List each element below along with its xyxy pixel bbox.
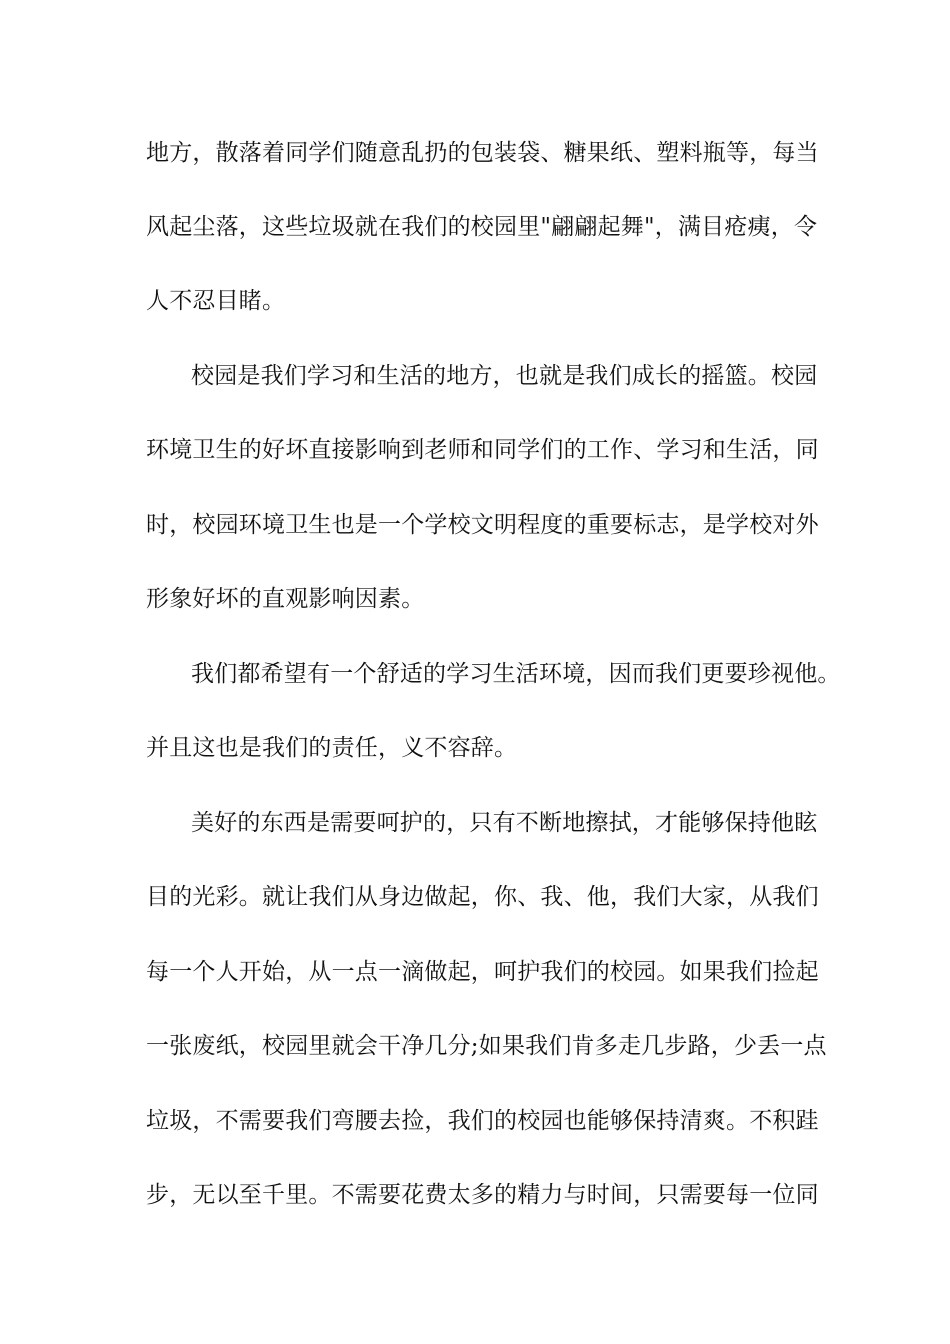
paragraph-2-line-3: 时，校园环境卫生也是一个学校文明程度的重要标志，是学校对外 — [146, 512, 819, 538]
paragraph-2-line-1: 校园是我们学习和生活的地方，也就是我们成长的摇篮。校园 — [191, 363, 818, 389]
paragraph-3-line-2: 并且这也是我们的责任，义不容辞。 — [146, 735, 518, 761]
paragraph-2-line-4: 形象好坏的直观影响因素。 — [146, 586, 425, 612]
text-line-1: 地方，散落着同学们随意乱扔的包装袋、糖果纸、塑料瓶等，每当 — [146, 140, 819, 166]
paragraph-2-line-2: 环境卫生的好坏直接影响到老师和同学们的工作、学习和生活，同 — [146, 437, 819, 463]
text-line-2: 风起尘落，这些垃圾就在我们的校园里"翩翩起舞"，满目疮痍，令 — [146, 214, 818, 240]
paragraph-4-line-2: 目的光彩。就让我们从身边做起，你、我、他，我们大家，从我们 — [146, 884, 819, 910]
paragraph-4-line-5: 垃圾，不需要我们弯腰去捡，我们的校园也能够保持清爽。不积跬 — [146, 1108, 819, 1134]
paragraph-4-line-1: 美好的东西是需要呵护的，只有不断地擦拭，才能够保持他眩 — [191, 810, 818, 836]
paragraph-4-line-4: 一张废纸，校园里就会干净几分;如果我们肯多走几步路，少丢一点 — [146, 1033, 827, 1059]
paragraph-3-line-1: 我们都希望有一个舒适的学习生活环境，因而我们更要珍视他。 — [191, 661, 841, 687]
paragraph-4-line-6: 步，无以至千里。不需要花费太多的精力与时间，只需要每一位同 — [146, 1182, 819, 1208]
paragraph-4-line-3: 每一个人开始，从一点一滴做起，呵护我们的校园。如果我们捡起 — [146, 959, 819, 985]
text-line-3: 人不忍目睹。 — [146, 288, 286, 314]
